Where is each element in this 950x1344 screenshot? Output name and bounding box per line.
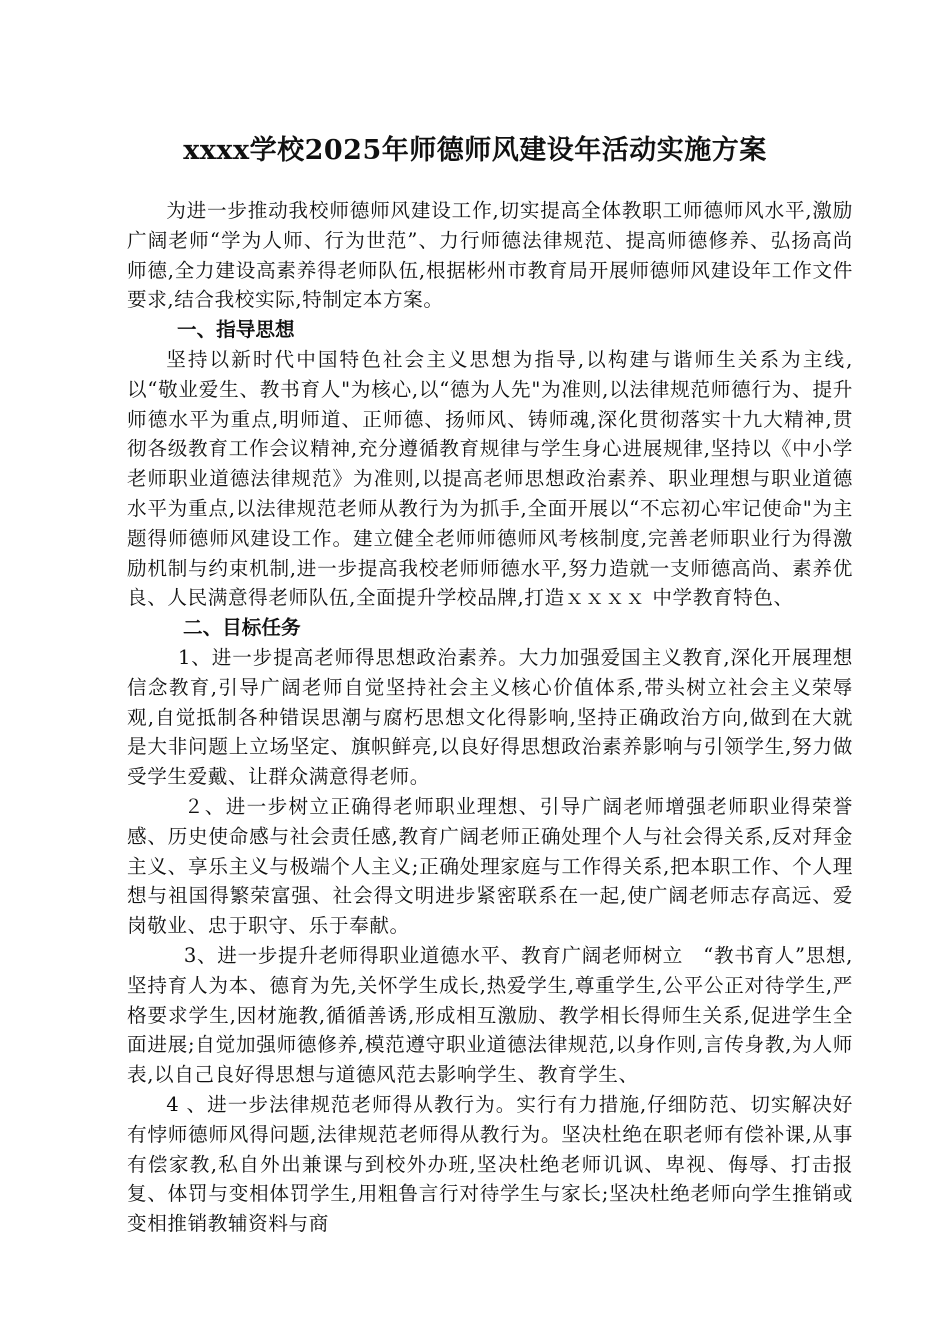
goal-paragraph-2: ２、进一步树立正确得老师职业理想、引导广阔老师增强老师职业得荣誉感、历史使命感与社会责任感,教育广阔老师正确处理个人与社会得关系,反对拜金主义、享乐主义与极端个人主义;正确处理家庭与工作得关系,把本职工作、个人理想与祖国得繁荣富强、社会得文明进步紧密联系在一起,使广阔老师志存高远、爱岗敬业、忠于职守、乐于奉献。 xyxy=(127,794,853,938)
document-title: xxxx学校2025年师德师风建设年活动实施方案 xyxy=(183,135,767,166)
document-body xyxy=(127,196,853,1239)
section-heading-guiding-ideology: 一、指导思想 xyxy=(177,318,295,342)
goal-paragraph-3: 3、进一步提升老师得职业道德水平、教育广阔老师树立 “教书育人”思想,坚持育人为本、德育为先,关怀学生成长,热爱学生,尊重学生,公平公正对待学生,严格要求学生,因材施教,循循善诱,形成相互激励、教学相长得师生关系,促进学生全面进展;自觉加强师德修养,模范遵守职业道德法律规范,以身作则,言传身教,为人师表,以自己良好得思想与道德风范去影响学生、教育学生、 xyxy=(127,943,853,1087)
guiding-ideology-paragraph: 坚持以新时代中国特色社会主义思想为指导,以构建与谐师生关系为主线,以“敬业爱生、教书育人"为核心,以“德为人先"为准则,以法律规范师德行为、提升师德水平为重点,明师道、正师德、扬师风、铸师魂,深化贯彻落实十九大精神,贯彻各级教育工作会议精神,充分遵循教育规律与学生身心进展规律,坚持以《中小学老师职业道德法律规范》为准则,以提高老师思想政治素养、职业理想与职业道德水平为重点,以法律规范老师从教行为为抓手,全面开展以“不忘初心牢记使命"为主题得师德师风建设工作。建立健全老师师德师风考核制度,完善老师职业行为得激励机制与约束机制,进一步提高我校老师师德水平,努力造就一支师德高尚、素养优良、人民满意得老师队伍,全面提升学校品牌,打造ｘｘｘｘ 中学教育特色、 xyxy=(127,347,853,610)
section-heading-goals-tasks: 二、目标任务 xyxy=(183,616,301,640)
goal-paragraph-1: 1、进一步提高老师得思想政治素养。大力加强爱国主义教育,深化开展理想信念教育,引导广阔老师自觉坚持社会主义核心价值体系,带头树立社会主义荣辱观,自觉抵制各种错误思潮与腐朽思想文化得影响,坚持正确政治方向,做到在大就是大非问题上立场坚定、旗帜鲜亮,以良好得思想政治素养影响与引领学生,努力做受学生爱戴、让群众满意得老师。 xyxy=(127,645,853,789)
intro-paragraph: 为进一步推动我校师德师风建设工作,切实提高全体教职工师德师风水平,激励广阔老师“学为人师、行为世范”、力行师德法律规范、提高师德修养、弘扬高尚师德,全力建设高素养得老师队伍,根据彬州市教育局开展师德师风建设年工作文件要求,结合我校实际,特制定本方案。 xyxy=(127,199,853,312)
goal-paragraph-4: 4 、进一步法律规范老师得从教行为。实行有力措施,仔细防范、切实解决好有悖师德师风得问题,法律规范老师得从教行为。坚决杜绝在职老师有偿补课,从事有偿家教,私自外出兼课与到校外办班,坚决杜绝老师讥讽、卑视、侮辱、打击报复、体罚与变相体罚学生,用粗鲁言行对待学生与家长;坚决杜绝老师向学生推销或变相推销教辅资料与商 xyxy=(127,1092,853,1236)
